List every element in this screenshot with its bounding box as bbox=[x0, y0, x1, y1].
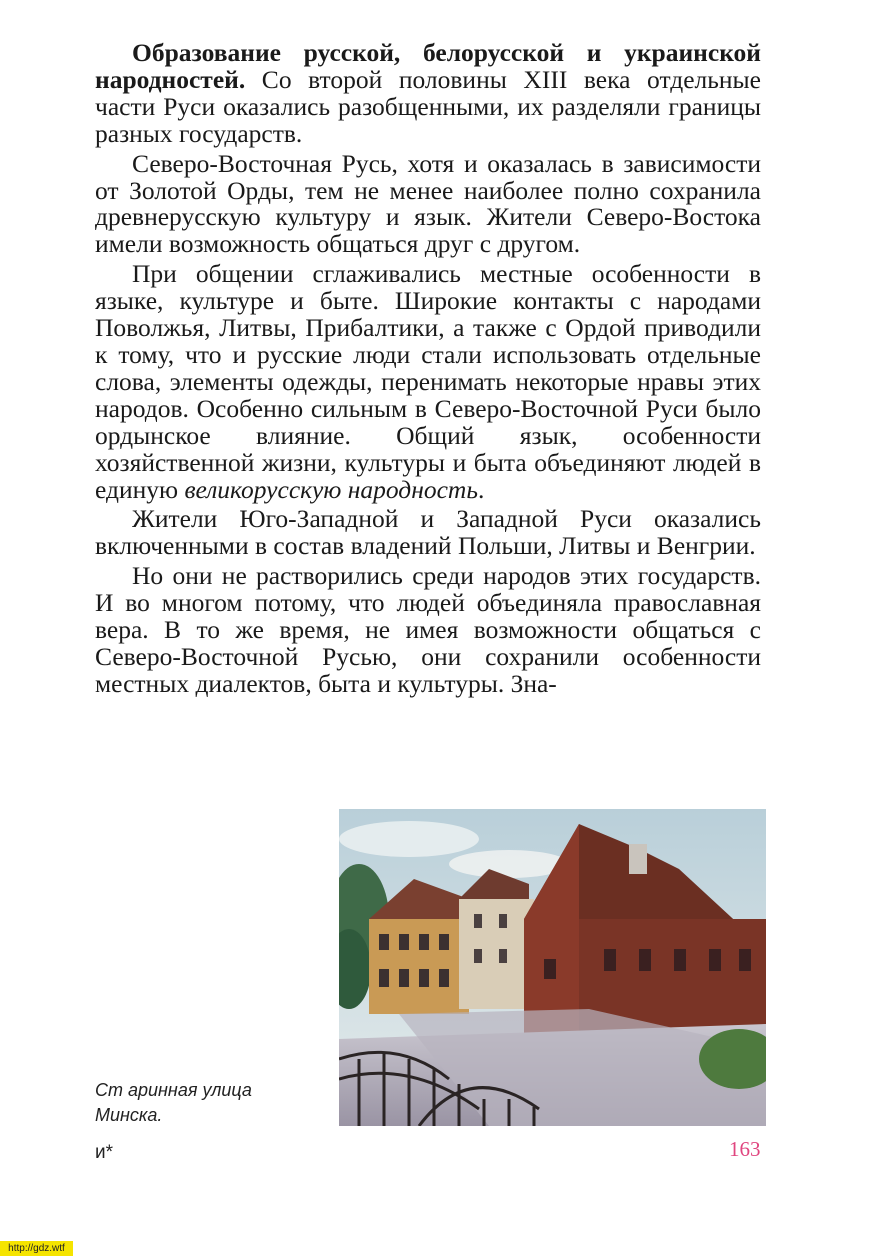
paragraph-1 bbox=[95, 40, 761, 148]
paragraph-3-text: При общении сглаживались местные особенности в языке, культуре и быте. Широкие контакты с народами Поволжья, Литвы, Прибалтики, а также с Ордой приводили к тому, что и русские люди стали использовать отдельные слова, элементы одежды, перенимать некоторые нравы этих народов. Особенно сильным в Северо-Восточной Руси было ордынское влияние. Общий язык, особенности хозяйственной жизни, культуры и быта объединяют людей в единую bbox=[95, 259, 761, 504]
paragraph-1-text: Со второй половины XIII века отдельные части Руси оказались разобщенными, их разделяли границы разных государств. bbox=[95, 64, 761, 148]
caption-line-2: Минска. bbox=[95, 1105, 163, 1125]
section-heading: Образование русской, белорусской и украинской народностей. bbox=[95, 38, 761, 94]
signature-mark: и* bbox=[95, 1142, 114, 1163]
paragraph-5: Но они не растворились среди народов этих государств. И во многом потому, что людей объединяла православная вера. В то же время, не имея возможности общаться с Северо-Восточной Русью, они сохранили особенности местных диалектов, быта и культуры. Зна- bbox=[95, 561, 761, 698]
paragraph-3 bbox=[95, 261, 761, 503]
watermark-link[interactable]: http://gdz.wtf bbox=[0, 1241, 73, 1256]
paragraph-3-end: . bbox=[477, 474, 485, 504]
photo-caption bbox=[95, 1078, 315, 1128]
paragraph-2: Северо-Восточная Русь, хотя и оказалась в зависимости от Золотой Орды, тем не менее наиболее полно сохранила древнерусскую культуру и язык. Жители Северо-Востока имели возможность общаться друг с другом. bbox=[95, 148, 761, 259]
minsk-street-photo bbox=[339, 809, 766, 1126]
caption-line-1: Ст аринная улица bbox=[95, 1080, 252, 1100]
body-text bbox=[95, 40, 761, 701]
page-number: 163 bbox=[729, 1137, 761, 1161]
paragraph-3-term: великорусскую народность bbox=[184, 474, 478, 504]
paragraph-4: Жители Юго-Западной и Западной Руси оказались включенными в состав владений Польши, Литвы и Венгрии. bbox=[95, 504, 761, 561]
